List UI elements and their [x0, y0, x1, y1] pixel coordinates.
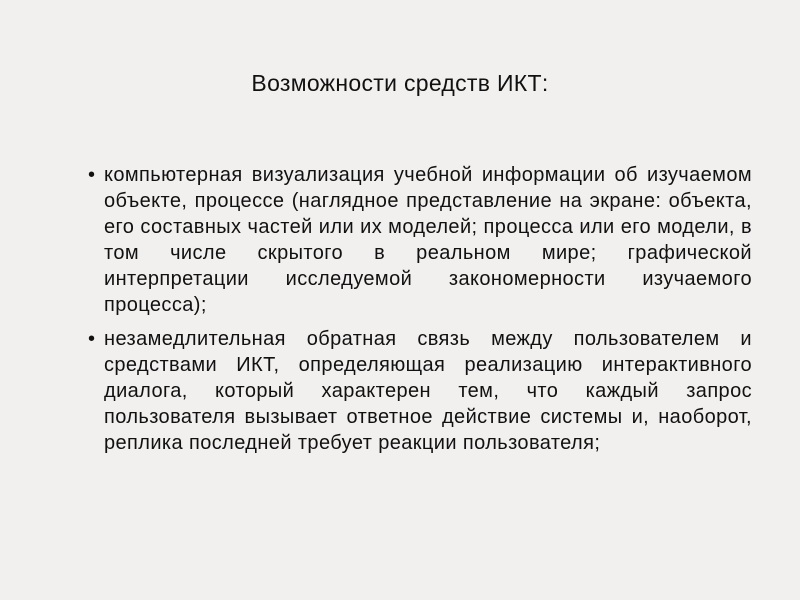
bullet-text: компьютерная визуализация учебной информации об изучаемом объекте, процессе (наглядное представление на экране: объекта, его составных частей или их моделей; процесса или его модели, в том числе скрытого в реальном мире; графической интерпретации исследуемой закономерности изучаемого процесса);: [104, 164, 752, 316]
bullet-item-visualization: [88, 162, 752, 318]
bullet-dot-icon: •: [88, 328, 96, 350]
bullet-list: [88, 162, 752, 464]
slide-title: Возможности средств ИКТ:: [251, 70, 549, 96]
bullet-item-feedback: [88, 326, 752, 456]
bullet-text: незамедлительная обратная связь между пользователем и средствами ИКТ, определяющая реализацию интерактивного диалога, который характерен тем, что каждый запрос пользователя вызывает ответное действие системы и, наоборот, реплика последней требует реакции пользователя;: [104, 328, 752, 454]
bullet-dot-icon: •: [88, 164, 96, 186]
